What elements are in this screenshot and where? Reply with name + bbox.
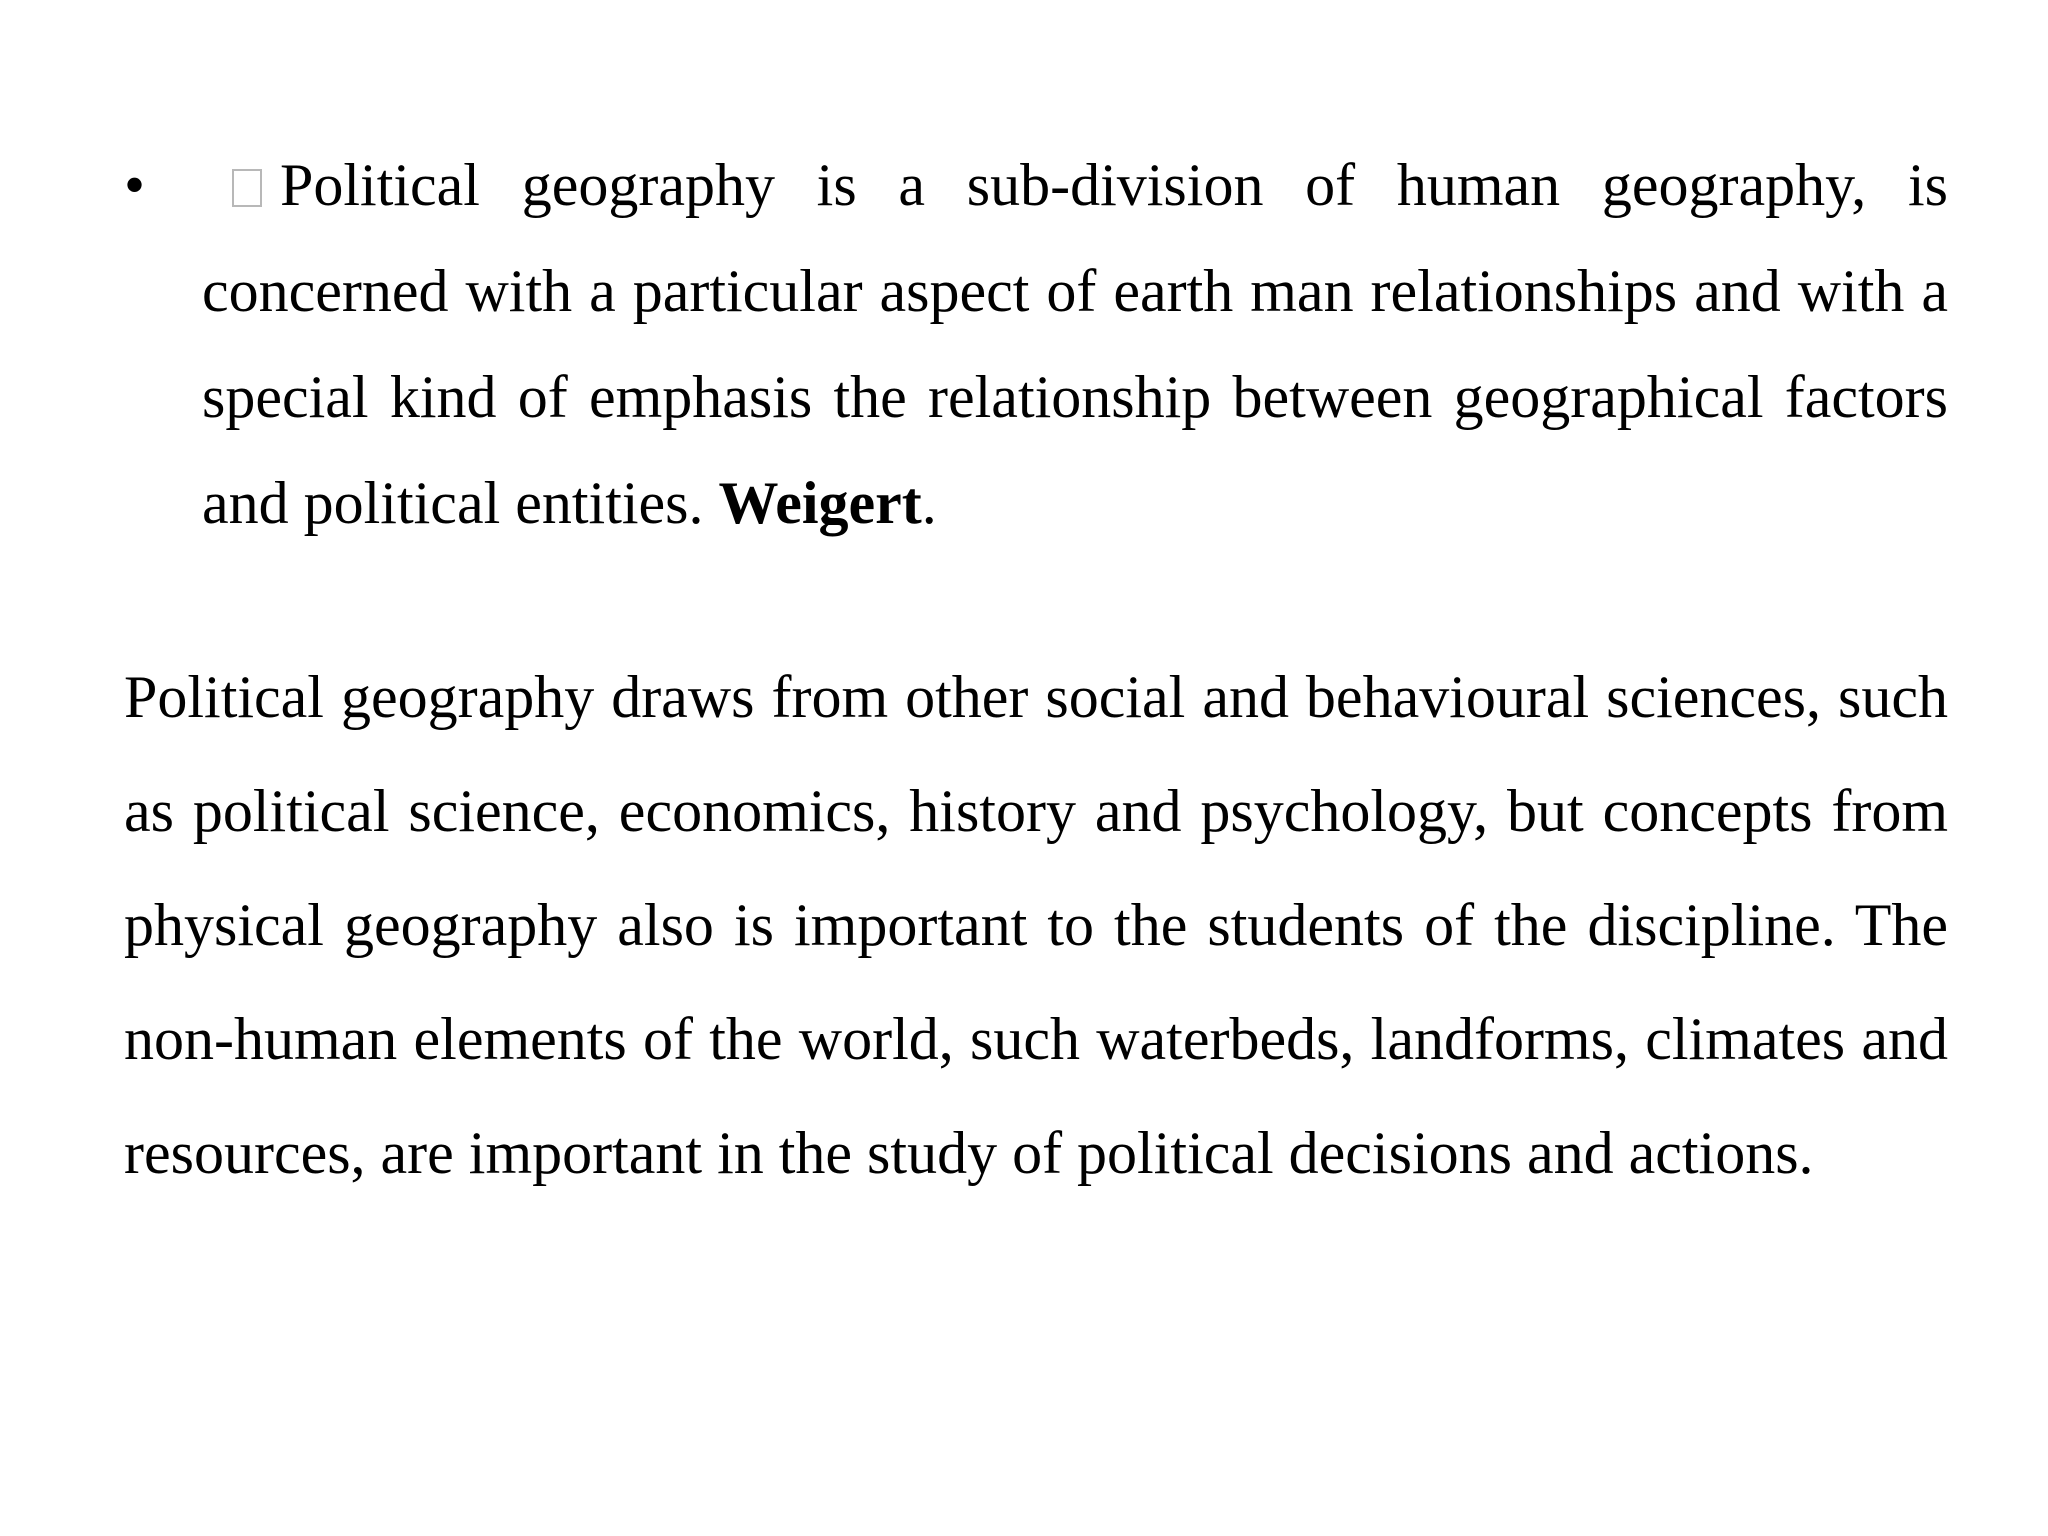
bullet-item (124, 132, 1948, 556)
quote-author-period: . (921, 470, 937, 536)
bullet-quote: Political geography is a sub-division of human geography, is concerned with a particular aspect of earth man relationships and with a special kind of emphasis the relationship between geographical factors and political entities. (202, 152, 1948, 536)
missing-glyph-box-icon (232, 169, 262, 207)
body-paragraph: Political geography draws from other social and behavioural sciences, such as political science, economics, history and psychology, but concepts from physical geography also is important to the students of the discipline. The non-human elements of the world, such waterbeds, landforms, climates and resources, are important in the study of political decisions and actions. (124, 664, 1948, 1186)
quote-author: Weigert (718, 470, 922, 536)
bullet-marker: • (124, 152, 146, 218)
bullet-text (202, 132, 1948, 556)
